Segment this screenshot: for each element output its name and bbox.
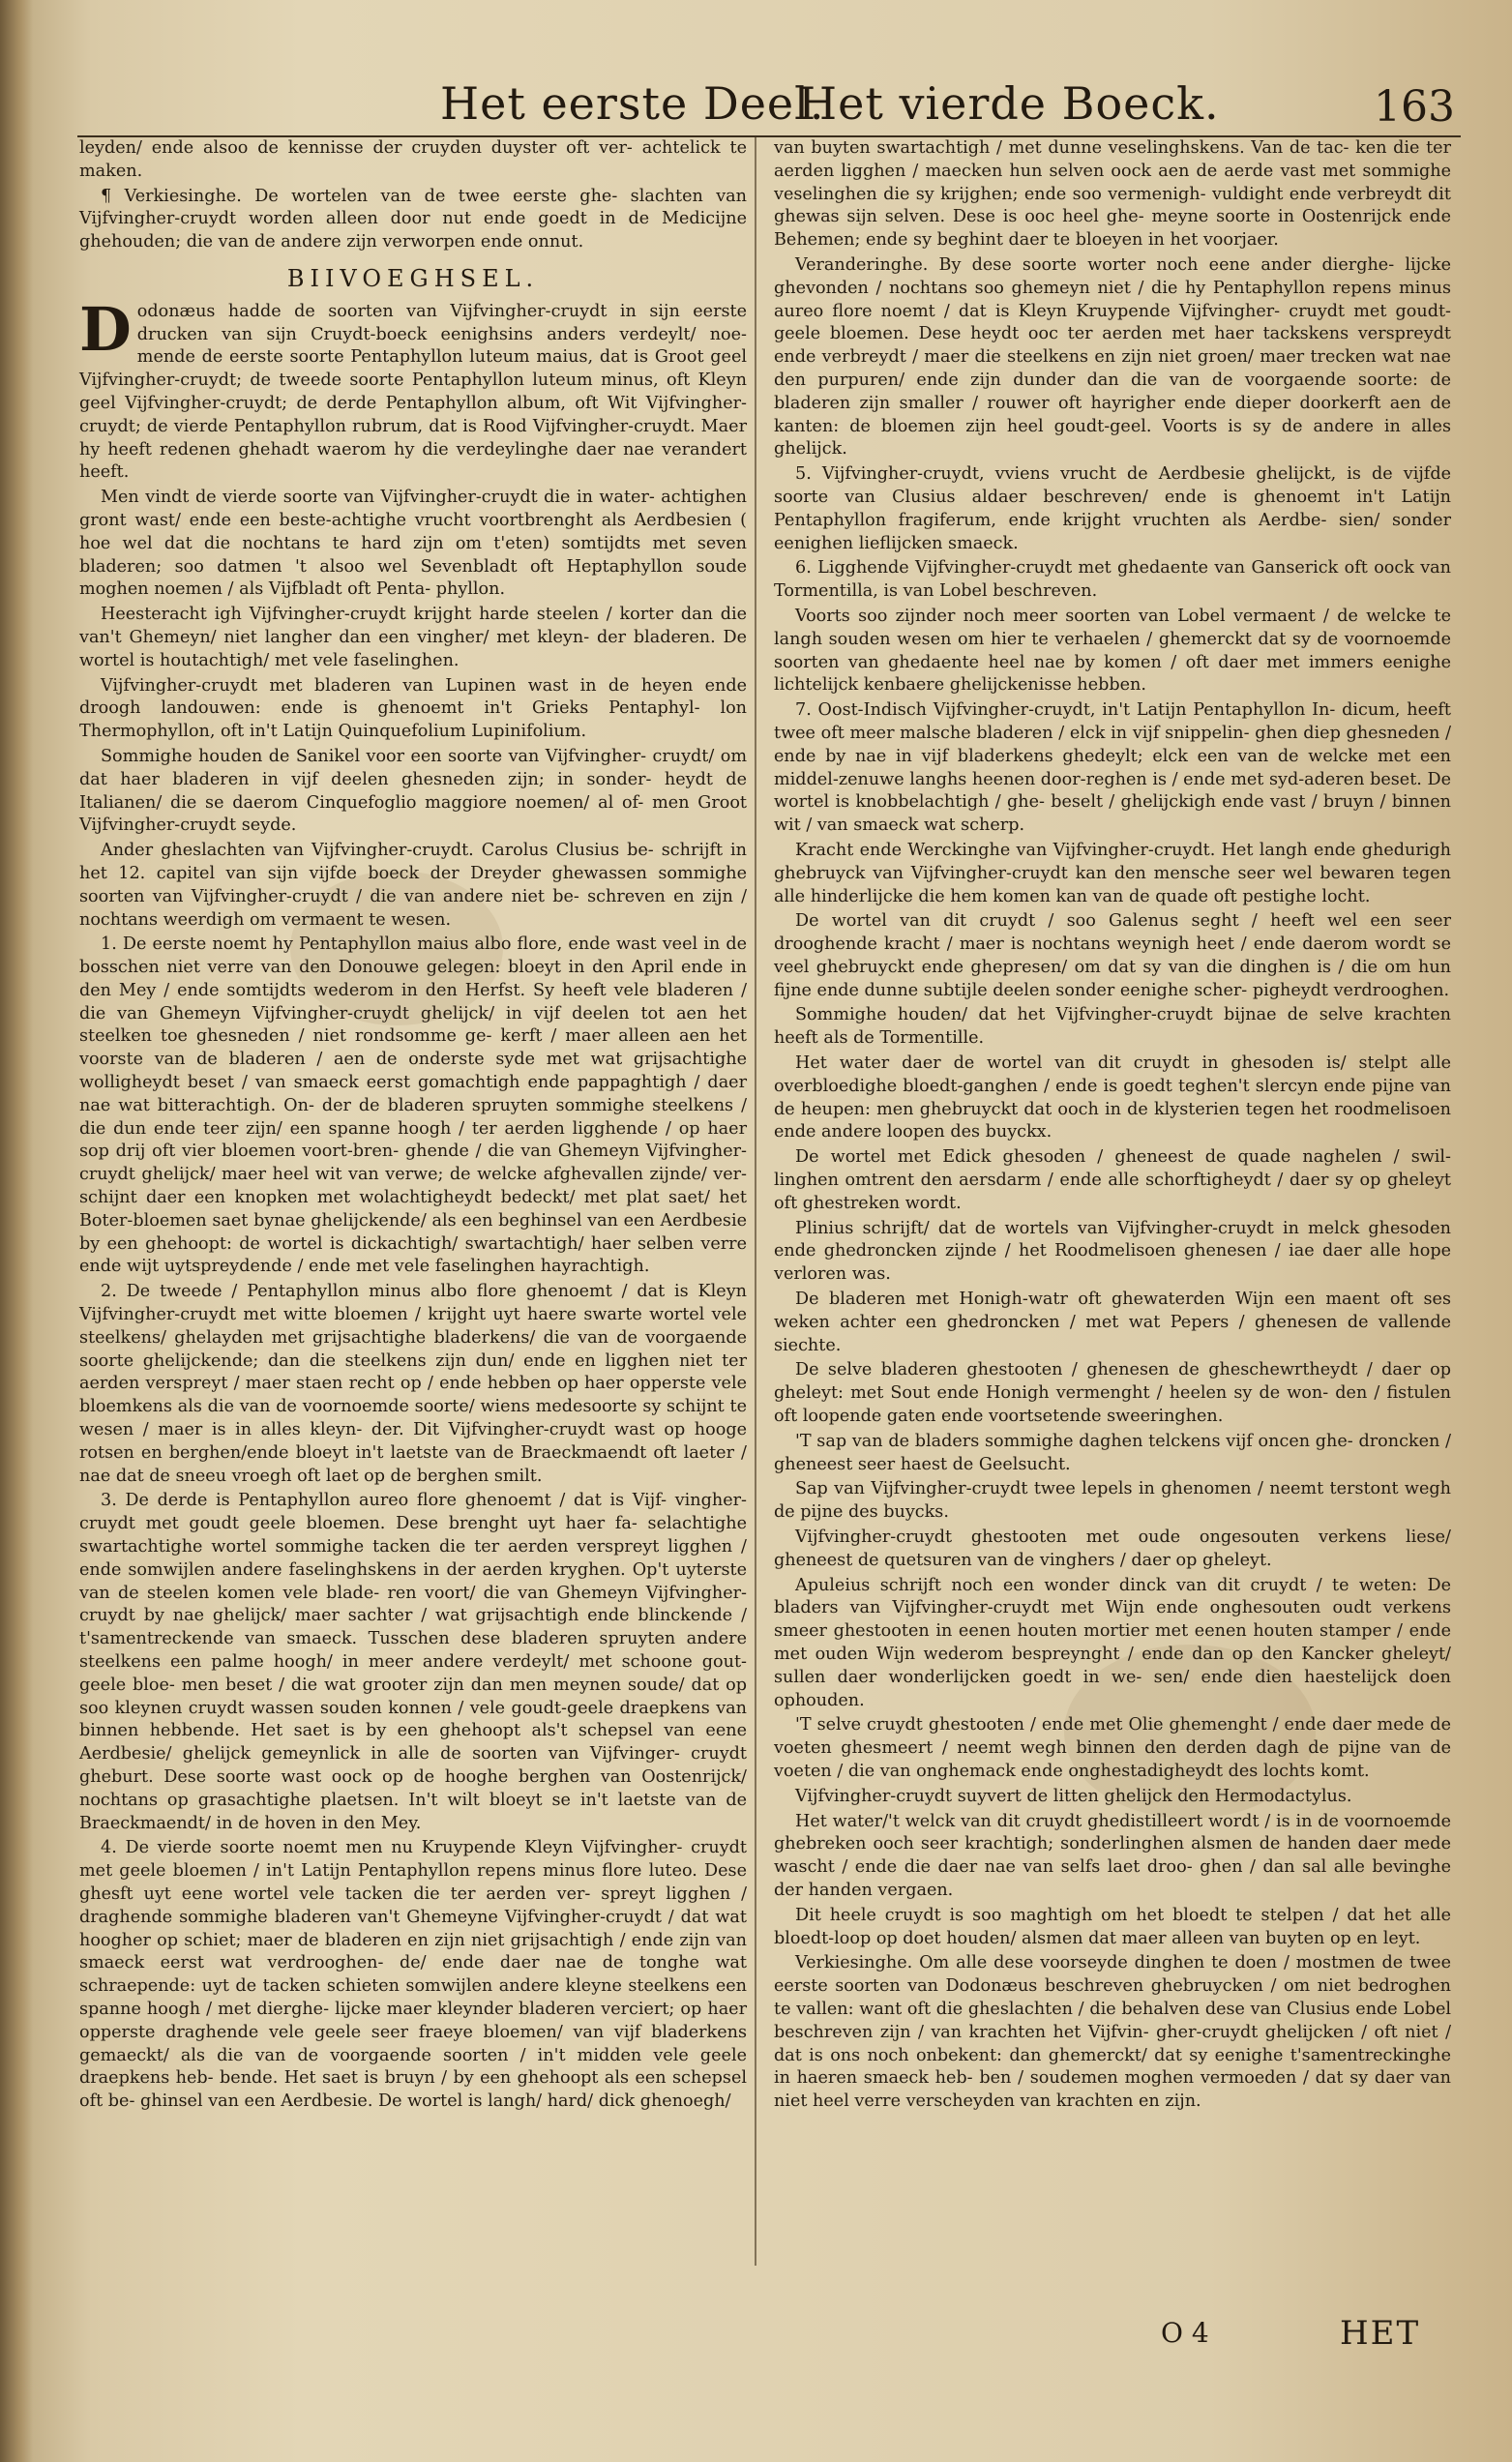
- paragraph: Heesteracht igh Vijfvingher-cruydt krijght harde steelen / korter dan die van't Ghemeyn/ niet langher dan een vingher/ met kleyn- der bladeren. De wortel is houtachtigh/ met vele faselinghen.: [79, 605, 747, 670]
- paragraph: Sommighe houden de Sanikel voor een soorte van Vijfvingher- cruydt/ om dat haer bladeren in vijf deelen ghesneden zijn; in sonder- heydt de Italianen/ die se daerom Cinquefoglio maggiore noemen/ al of- men Groot Vijfvingher-cruydt seyde.: [79, 746, 747, 836]
- section-heading: BIIVOEGHSEL.: [286, 264, 540, 292]
- column-divider: [755, 137, 756, 2266]
- paragraph: 1. De eerste noemt hy Pentaphyllon maius albo flore, ende wast veel in de bosschen niet verre van den Donouwe gelegen: bloeyt in den April ende in den Mey / ende somtijdts wederom in den Herfst. Sy heeft vele bladeren / die van Ghemeyn Vijfvingher-cruydt ghelijck/ in vijf deelen tot aen het steelken toe ghesneden / niet rondsomme ge- kerft / maer alleen aen het voorste van de bladeren / aen de onderste syde met wat grijsachtighe wolligheydt beset / van smaeck eerst gomachtigh ende pappaghtigh / daer nae wat bitterachtigh. On- der de bladeren spruyten sommighe steelkens / die dun ende teer zijn/ een spanne hoogh / ter aerden ligghende / op haer sop drij oft vier bloemen voort-bren- ghende / die van Ghemeyn Vijfvingher-cruydt ghelijck/ maer heel wit van verwe; de welcke afghevallen zijnde/ ver- schijnt daer een knopken met wolachtigheydt bedeckt/ met plat saet/ het Boter-bloemen saet bynae ghelijckende/ als een beghinsel van een Aerdbesie by een ghehoopt: de wortel is dickachtigh/ swartachtigh/ haer selben verre ende wijt uytspreydende / ende met vele faselinghen hayrachtigh.: [79, 934, 747, 1277]
- paragraph: Veranderinghe. By dese soorte worter noch eene ander dierghe- lijcke ghevonden / nochtans soo ghemeyn niet / die hy Pentaphyllon repens minus aureo flore noemt / dat is Kleyn Kruypende Vijfvingher- cruydt met goudt-geele bloemen. Dese heydt ooc ter aerden met haer tackskens verspreydt ende verbreydt / maer die steelkens en zijn niet groen/ maer trecken wat nae den purpuren/ ende zijn dunder dan die van de voorgaende soorte: de bladeren zijn smaller / rouwer oft hayrigher ende dieper doorkerft aen de kanten: de bloemen zijn heel goudt-geel. Voorts is sy de andere in alles ghelijck.: [774, 254, 1451, 460]
- paragraph: Men vindt de vierde soorte van Vijfvingher-cruydt die in water- achtighen gront wast/ ende een beste-achtighe vrucht voortbrenght als Aerdbesien ( hoe wel dat die nochtans te hard zijn om t'eten) somtijdts met seven bladeren; soo datmen 't alsoo wel Sevenbladt oft Heptaphyllon soude moghen noemen / als Vijfbladt oft Penta- phyllon.: [79, 488, 747, 600]
- paragraph: Het water daer de wortel van dit cruydt in ghesoden is/ stelpt alle overbloedighe bloedt-ganghen / ende is goedt teghen't slercyn ende pijne van de heupen: men ghebruyckt dat ooch in de klysterien tegen het roodmelisoen ende andere loopen des buyckx.: [774, 1053, 1451, 1142]
- paragraph: Apuleius schrijft noch een wonder dinck van dit cruydt / te weten: De bladers van Vijfvingher-cruydt met Wijn ende onghesouten oudt verkens smeer ghestooten in eenen houten mortier met eenen houten stamper / ende met ouden Wijn wederom bespreynght / ende dan op den Kancker gheleyt/ sullen daer wonderlijcken goedt in we- sen/ ende dien haestelijck doen ophouden.: [774, 1575, 1451, 1710]
- paragraph: Dit heele cruydt is soo maghtigh om het bloedt te stelpen / dat het alle bloedt-loop op doet houden/ alsmen dat maer alleen van buyten op en leyt.: [774, 1905, 1451, 1948]
- paragraph: 3. De derde is Pentaphyllon aureo flore ghenoemt / dat is Vijf- vingher-cruydt met goudt geele bloemen. Dese brenght uyt haer fa- selachtighe swartachtighe wortel sommighe tacken die ter aerden verspreyt ligghen / ende somwijlen andere faselinghskens in der aerden kryghen. Op't uyterste van de steelen komen vele blade- ren voort/ die van Ghemeyn Vijfvingher-cruydt by nae ghelijck/ maer sachter / wat grijsachtigh ende blinckende / t'samentreckende van smaeck. Tusschen dese bladeren spruyten andere steelkens een palme hoogh/ in meer andere verdeylt/ met schoone gout-geele bloe- men beset / die wat grooter zijn dan men meynen soude/ dat op soo kleynen cruydt wassen souden konnen / vele goudt-geele draepkens van binnen hebbende. Het saet is by een ghehoopt als't schepsel van eene Aerdbesie/ ghelijck gemeynlick in alle de soorten van Vijfvinger- cruydt gheburt. Dese soorte wast oock op de hooghe berghen van Oostenrijck/ nochtans op grasachtighe plaetsen. In't wilt bloeyt se in't laetste van de Braeckmaendt/ in de hoven in den Mey.: [79, 1491, 747, 1833]
- right-column: [774, 137, 1451, 2116]
- page-number: 163: [1374, 82, 1455, 132]
- book-spine-shadow: [0, 0, 33, 2462]
- paragraph: 4. De vierde soorte noemt men nu Kruypende Kleyn Vijfvingher- cruydt met geele bloemen / in't Latijn Pentaphyllon repens minus flore luteo. Dese ghesft uyt eene wortel vele tacken die ter aerden ver- spreyt ligghen / draghende sommighe bladeren van't Ghemeyne Vijfvingher-cruydt / dat wat hoogher op schiet; maer de bladeren en zijn niet grijsachtigh / ende zijn van smaeck eerst wat verdrooghen- de/ ende daer nae de tonghe wat schraepende: uyt de tacken schieten somwijlen andere kleyne steelkens een spanne hoogh / met dierghe- lijcke maer kleynder bladeren verciert; op haer opperste draghende vele geele seer fraeye bloemen/ van vijf bladerkens gemaeckt/ als die van de voorgaende soorten / in't midden vele geele draepkens heb- bende. Het saet is bruyn / by een ghehoopt als een schepsel oft be- ghinsel van een Aerdbesie. De wortel is langh/ hard/ dick ghenoegh/: [79, 1838, 747, 2112]
- catchword: HET: [1340, 2314, 1421, 2353]
- paragraph: 6. Ligghende Vijfvingher-cruydt met ghedaente van Ganserick oft oock van Tormentilla, is van Lobel beschreven.: [774, 558, 1451, 602]
- signature-mark: O 4: [1161, 2317, 1209, 2349]
- paragraph: 'T sap van de bladers sommighe daghen telckens vijf oncen ghe- droncken / gheneest seer haest de Geelsucht.: [774, 1431, 1451, 1474]
- paragraph: 5. Vijfvingher-cruydt, vviens vrucht de Aerdbesie ghelijckt, is de vijfde soorte van Clusius aldaer beschreven/ ende is ghenoemt in't Latijn Pentaphyllon fragiferum, ende krijght vruchten als Aerdbe- sien/ sonder eenighen lieflijcken smaeck.: [774, 464, 1451, 553]
- paragraph: De bladeren met Honigh-watr oft ghewaterden Wijn een maent oft ses weken achter een ghedroncken / met wat Pepers / ghenesen de vallende siechte.: [774, 1290, 1451, 1355]
- paragraph: De wortel van dit cruydt / soo Galenus seght / heeft wel een seer drooghende kracht / maer is nochtans weynigh heet / ende daerom wordt se veel ghebruyckt ende ghepresen/ om dat sy van die dinghen is / die om hun fijne ende dunne subtijle deelen sonder eenighe scher- pigheydt verdrooghen.: [774, 911, 1451, 1000]
- paragraph: 'T selve cruydt ghestooten / ende met Olie ghemenght / ende daer mede de voeten ghesmeert / neemt wegh binnen den derden dagh de pijne van de voeten / die van onghemack ende onghestadigheydt des lochts komt.: [774, 1715, 1451, 1781]
- paragraph: Plinius schrijft/ dat de wortels van Vijfvingher-cruydt in melck ghesoden ende ghedroncken zijnde / het Roodmelisoen ghenesen / iae daer alle hope verloren was.: [774, 1218, 1451, 1285]
- paragraph: ¶ Verkiesinghe. De wortelen van de twee eerste ghe- slachten van Vijfvingher-cruydt worden alleen door nut ende goedt in de Medicijne ghehouden; die van de andere zijn verworpen ende onnut.: [79, 186, 747, 252]
- paragraph: Sap van Vijfvingher-cruydt twee lepels in ghenomen / neemt terstont wegh de pijne des buycks.: [774, 1479, 1451, 1523]
- running-head-left: Het eerste Deel.: [440, 77, 825, 130]
- paragraph: Het water/'t welck van dit cruydt ghedistilleert wordt / is in de voornoemde ghebreken ooch seer krachtigh; sonderlinghen alsmen de handen daer mede wascht / ende die daer nae van selfs laet droo- ghen / dan sal alle bevinghe der handen vergaen.: [774, 1811, 1451, 1900]
- paragraph: 7. Oost-Indisch Vijfvingher-cruydt, in't Latijn Pentaphyllon In- dicum, heeft twee oft meer malsche bladeren / elck in vijf snippelin- ghen diep ghesneden / ende by nae in vijf bladerkens ghedeylt; elck een van de welcke met een middel-zenuwe langhs heenen door-reghen is / ende met syd-aderen beset. De wortel is knobbelachtigh / ghe- beselt / ghelijckigh ende vast / bruyn / binnen wit / van smaeck wat scherp.: [774, 700, 1451, 836]
- paragraph: van buyten swartachtigh / met dunne veselinghskens. Van de tac- ken die ter aerden ligghen / maecken hun selven oock aen de aerde vast met sommighe veselinghen die sy krijghen; ende soo vermenigh- vuldight ende verbreydt dit ghewas sijn selven. Dese is ooc heel ghe- meyne soorte in Oostenrijck ende Behemen; ende sy beghint daer te bloeyen in het voorjaer.: [774, 138, 1451, 251]
- paragraph-with-initial: [79, 293, 747, 485]
- paragraph: De selve bladeren ghestooten / ghenesen de gheschewrtheydt / daer op gheleyt: met Sout ende Honigh vermenght / heelen sy de won- den / fistulen oft loopende gaten ende voortsetende sweeringhen.: [774, 1360, 1451, 1427]
- paragraph: Vijfvingher-cruydt ghestooten met oude ongesouten verkens liese/ gheneest de quetsuren van de vinghers / daer op gheleyt.: [774, 1528, 1451, 1570]
- paragraph: Sommighe houden/ dat het Vijfvingher-cruydt bijnae de selve krachten heeft als de Tormentille.: [774, 1005, 1451, 1049]
- paragraph: Kracht ende Werckinghe van Vijfvingher-cruydt. Het langh ende ghedurigh ghebruyck van Vijfvingher-cruydt kan den mensche seer wel bewaren tegen alle hinderlijcke die hem komen kan van de quade oft pestighe locht.: [774, 840, 1451, 906]
- paragraph: Vijfvingher-cruydt suyvert de litten ghelijck den Hermodactylus.: [795, 1786, 1352, 1806]
- paragraph: Ander gheslachten van Vijfvingher-cruydt. Carolus Clusius be- schrijft in het 12. capitel van sijn vijfde boeck der Dreyder ghewassen sommighe soorten van Vijfvingher-cruydt / die van andere niet be- schreven en zijn / nochtans weerdigh om vermaent te wesen.: [79, 841, 747, 930]
- paragraph: leyden/ ende alsoo de kennisse der cruyden duyster oft ver- achtelick te maken.: [79, 138, 747, 181]
- running-head-right: Het vierde Boeck.: [798, 77, 1220, 130]
- paragraph: Voorts soo zijnder noch meer soorten van Lobel vermaent / de welcke te langh souden wesen om hier te verhaelen / ghemerckt dat sy de voornoemde soorten van ghedaente heel nae by komen / oft daer met immers eenighe lichtelijck kenbaere ghelijckenisse hebben.: [774, 606, 1451, 696]
- paragraph: De wortel met Edick ghesoden / gheneest de quade naghelen / swil- linghen omtrent den aersdarm / ende alle schorftigheydt / daer sy op gheleyt oft ghestreken wordt.: [774, 1147, 1451, 1213]
- drop-capital: D: [79, 293, 132, 365]
- paragraph: 2. De tweede / Pentaphyllon minus albo flore ghenoemt / dat is Kleyn Vijfvingher-cruydt met witte bloemen / krijght uyt haere swarte wortel vele steelkens/ ghelayden met grijsachtighe bladerkens/ die van de voorgaende soorte ghelijckende; dan die steelkens zijn dun/ ende en ligghen niet ter aerden verspreyt / maer staen recht op / ende hebben op haer opperste vele bloemkens als die van de voornoemde soorte/ wiens medesoorte sy schijnt te wesen / maer is in alles kleyn- der. Dit Vijfvingher-cruydt wast op hooge rotsen en berghen/ende bloeyt in't laetste van de Braeckmaendt oft laeter / nae dat de sneeu vroegh oft laet op de berghen smilt.: [79, 1282, 747, 1486]
- paragraph-text: odonæus hadde de soorten van Vijfvingher-cruydt in sijn eerste drucken van sijn Cruydt-boeck eenighsins anders verdeylt/ noe- mende de eerste soorte Pentaphyllon luteum maius, dat is Groot geel Vijfvingher-cruydt; de tweede soorte Pentaphyllon luteum minus, oft Kleyn geel Vijfvingher-cruydt; de derde Pentaphyllon album, oft Wit Vijfvingher-cruydt; de vierde Pentaphyllon rubrum, dat is Rood Vijfvingher-cruydt. Maer hy heeft redenen ghehadt waerom hy die verdeylinghe daer nae verandert heeft.: [79, 301, 747, 483]
- paragraph: Vijfvingher-cruydt met bladeren van Lupinen wast in de heyen ende droogh landouwen: ende is ghenoemt in't Grieks Pentaphyl- lon Thermophyllon, oft in't Latijn Quinquefolium Lupinifolium.: [79, 675, 747, 742]
- left-column: [79, 137, 747, 2116]
- paragraph: Verkiesinghe. Om alle dese voorseyde dinghen te doen / mostmen de twee eerste soorten van Dodonæus beschreven ghebruycken / om niet bedroghen te vallen: want oft die gheslachten / die behalven dese van Clusius ende Lobel beschreven zijn / van krachten het Vijfvin- gher-cruydt ghelijcken / oft niet / dat is ons noch onbekent: dan ghemerckt/ dat sy eenighe t'samentreckinghe in haeren smaeck heb- ben / soudemen moghen vermoeden / dat sy daer van niet heel verre verscheyden van krachten en zijn.: [774, 1953, 1451, 2112]
